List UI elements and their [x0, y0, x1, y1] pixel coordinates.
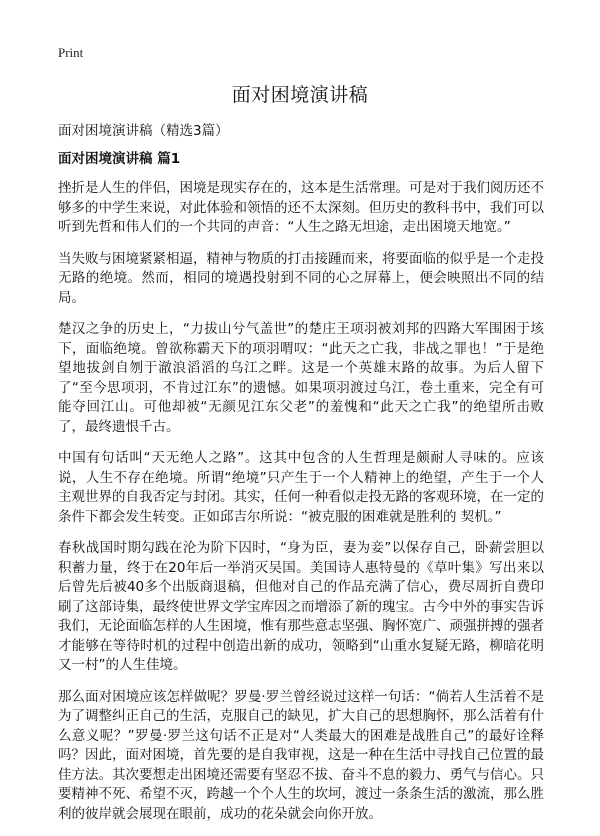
document-body	[58, 179, 544, 836]
paragraph-3: 楚汉之争的历史上，“力拔山兮气盖世”的楚庄王项羽被刘邦的四路大军围困于垓下，面临绝境。曾欲称霸天下的项羽喟叹：“此天之亡我，非战之罪也！”于是绝望地拔剑自刎于澈浪滔滔的乌江之畔。这是一个英雄末路的故事。为后人留下了“至今思项羽，不肯过江东”的遗憾。如果项羽渡过乌江，卷土重来，完全有可能夺回江山。可他却被“无颜见江东父老”的羞愧和“此天之亡我”的绝望所击败了，最终遗恨千古。	[58, 321, 544, 435]
section-heading: 面对困境演讲稿 篇1	[58, 151, 181, 167]
paragraph-5: 春秋战国时期勾践在沦为阶下囚时，“身为臣，妻为妾”以保存自己，卧薪尝胆以积蓄力量，终于在20年后一举消灭吴国。美国诗人惠特曼的《草叶集》写出来以后曾先后被40多个出版商退稿，但他对自己的作品充满了信心，费尽周折自费印刷了这部诗集，最终使世界文学宝库因之而增添了新的瑰宝。古今中外的事实告诉我们，无论面临怎样的人生困境，惟有那些意志坚强、胸怀宽广、顽强拼搏的强者才能够在等待时机的过程中创造出新的成功，领略到“山重水复疑无路，柳暗花明又一村”的人生佳境。	[58, 540, 544, 673]
paragraph-1: 挫折是人生的伴侣，困境是现实存在的，这本是生活常理。可是对于我们阅历还不够多的中学生来说，对此体验和领悟的还不太深刻。但历史的教科书中，我们可以听到先哲和伟人们的一个共同的声音：“人生之路无坦途，走出困境天地宽。”	[58, 180, 544, 235]
paragraph-6: 那么面对困境应该怎样做呢？罗曼·罗兰曾经说过这样一句话：“倘若人生活着不是为了调整纠正自己的生活，克服自己的缺见，扩大自己的思想胸怀，那么活着有什么意义呢？”罗曼·罗兰这句话不正是对“人类最大的困难是战胜自己”的最好诠释吗？因此，面对困境，首先要的是自我审视，这是一种在生活中寻找自己位置的最佳方法。其次要想走出困境还需要有坚忍不拔、奋斗不息的毅力、勇气与信心。只要精神不死、希望不灭，跨越一个个人生的坎坷，渡过一条条生活的激流，那么胜利的彼岸就会展现在眼前，成功的花朵就会向你开放。	[58, 688, 544, 822]
document-title: 面对困境演讲稿	[231, 84, 369, 106]
print-link[interactable]: Print	[58, 45, 84, 60]
paragraph-2: 当失败与困境紧紧相逼，精神与物质的打击接踵而来，将要面临的似乎是一个走投无路的绝境。然而，相同的境遇投射到不同的心之屏幕上，便会映照出不同的结局。	[58, 250, 544, 306]
document-subtitle: 面对困境演讲稿（精选3篇）	[58, 123, 229, 139]
paragraph-4: 中国有句话叫“天无绝人之路”。这其中包含的人生哲理是颇耐人寻味的。应该说，人生不存在绝境。所谓“绝境”只产生于一个人精神上的绝望，产生于一个人主观世界的自我否定与封闭。其实，任何一种看似走投无路的客观环境，在一定的条件下都会发生转变。正如邱吉尔所说：“被克服的困难就是胜利的 契机。”	[58, 450, 544, 525]
